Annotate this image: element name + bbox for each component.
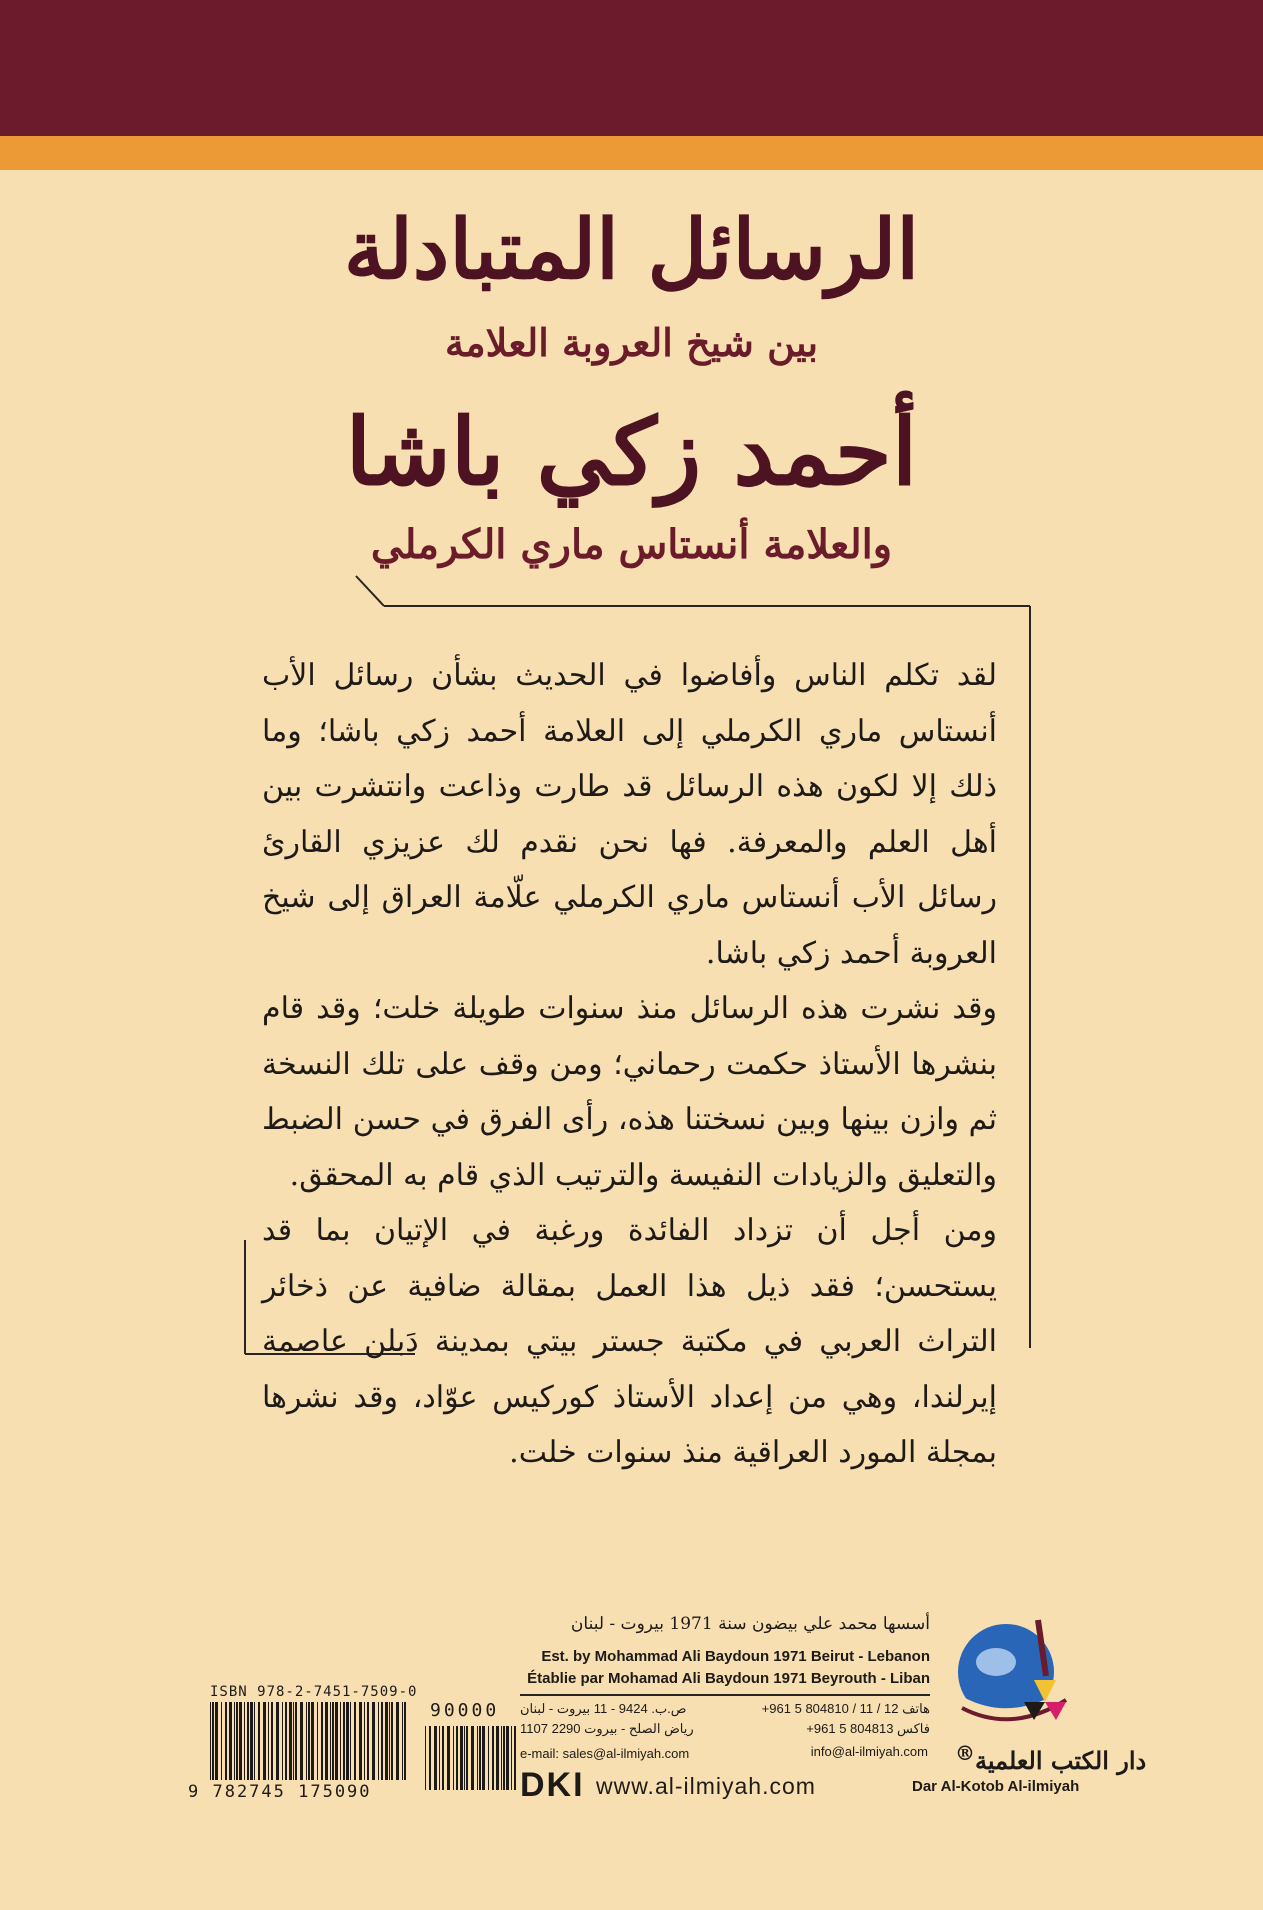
- second-author-line: والعلامة أنستاس ماري الكرملي: [370, 521, 893, 568]
- price-barcode: [425, 1726, 517, 1790]
- founded-french: Établie par Mohamad Ali Baydoun 1971 Beyrouth - Liban: [527, 1670, 930, 1687]
- author-name-title: أحمد زكي باشا: [345, 398, 918, 506]
- publisher-name-arabic-text: دار الكتب العلمية: [975, 1746, 1147, 1775]
- riad-address: رياض الصلح - بيروت 2290 1107: [520, 1721, 694, 1736]
- description-paragraph-3: ومن أجل أن تزداد الفائدة ورغبة في الإتيان بما قد يستحسن؛ فقد ذيل هذا العمل بمقالة ضافية عن ذخائر التراث العربي في مكتبة جستر بيتي بمدينة دَبلن عاصمة إيرلندا، وهي من إعداد الأستاذ كوركيس عوّاد، وقد نشرها بمجلة المورد العراقية منذ سنوات خلت.: [262, 1213, 997, 1470]
- fax-number: فاكس 804813 5 961+: [806, 1721, 930, 1736]
- isbn-label: ISBN 978-2-7451-7509-0: [210, 1684, 418, 1700]
- founded-arabic: أسسها محمد علي بيضون سنة 1971 بيروت - لبنان: [570, 1614, 930, 1634]
- back-cover-description: [262, 648, 997, 1481]
- description-paragraph-1: لقد تكلم الناس وأفاضوا في الحديث بشأن رسائل الأب أنستاس ماري الكرملي إلى العلامة أحمد زكي باشا؛ وما ذلك إلا لكون هذه الرسائل قد طارت وذاعت وانتشرت بين أهل العلم والمعرفة. فها نحن نقدم لك عزيزي القارئ رسائل الأب أنستاس ماري الكرملي علّامة العراق إلى شيخ العروبة أحمد زكي باشا.: [262, 658, 997, 971]
- registered-mark: ®: [955, 1741, 975, 1765]
- po-box: ص.ب. 9424 - 11 بيروت - لبنان: [520, 1701, 687, 1716]
- dki-logo-text: DKI: [520, 1766, 585, 1804]
- title-between-line: بين شيخ العروبة العلامة: [444, 320, 819, 365]
- ean-digits: 9 782745 175090: [188, 1782, 372, 1802]
- website-url: www.al-ilmiyah.com: [596, 1773, 816, 1799]
- info-email: info@al-ilmiyah.com: [810, 1744, 928, 1759]
- book-title: الرسائل المتبادلة: [343, 202, 920, 298]
- phone-number: هاتف 12 / 11 / 804810 5 961+: [761, 1701, 930, 1716]
- publisher-name-english: Dar Al-Kotob Al-ilmiyah: [912, 1778, 1080, 1795]
- publisher-name-arabic: [955, 1741, 1146, 1775]
- publisher-divider: [520, 1694, 930, 1696]
- price-code: 90000: [430, 1700, 500, 1721]
- description-paragraph-2: وقد نشرت هذه الرسائل منذ سنوات طويلة خلت؛ وقد قام بنشرها الأستاذ حكمت رحماني؛ ومن وقف على تلك النسخة ثم وازن بينها وبين نسختنا هذه، رأى الفرق في حسن الضبط والتعليق والزيادات النفيسة والترتيب الذي قام به المحقق.: [262, 991, 997, 1193]
- publisher-globe-logo: [948, 1610, 1078, 1740]
- isbn-barcode: [210, 1702, 408, 1780]
- sales-email: e-mail: sales@al-ilmiyah.com: [520, 1746, 690, 1761]
- founded-english: Est. by Mohammad Ali Baydoun 1971 Beirut - Lebanon: [541, 1648, 930, 1665]
